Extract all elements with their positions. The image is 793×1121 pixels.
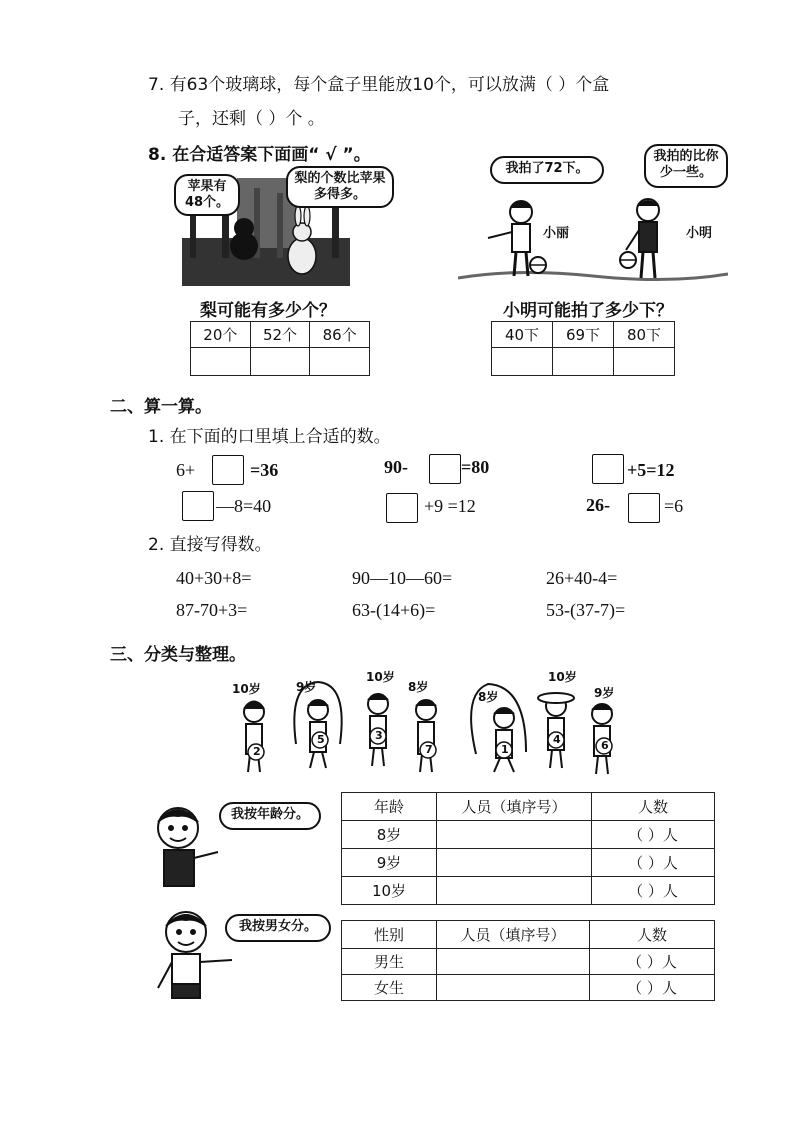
table-cell: 9岁 [342,849,437,877]
answer-box[interactable] [212,455,244,485]
age-label: 9岁 [594,686,615,700]
answer-box[interactable] [429,454,461,484]
answer-box[interactable] [386,493,418,523]
option-cell: 69下 [553,322,614,348]
left-question: 梨可能有多少个？ [200,301,336,321]
section2-sub1: 1. 在下面的口里填上合适的数。 [148,427,391,447]
q7-line1: 7. 有63个玻璃球，每个盒子里能放10个，可以放满（ ）个盒 [148,75,610,95]
table-header: 人员（填序号） [437,921,590,949]
fill-pre: 26- [586,495,610,515]
table-header: 人员（填序号） [437,793,592,821]
age-speech-bubble: 我按年龄分。 [219,802,321,830]
table-cell[interactable]: （ ）人 [590,975,715,1001]
fill-pre: 6+ [176,460,196,480]
option-cell: 40下 [492,322,553,348]
table-header: 人数 [590,921,715,949]
calc-expression: 40+30+8= [176,568,252,588]
section3-title: 三、分类与整理。 [110,645,246,665]
name-xiaoli: 小丽 [543,226,570,241]
age-label: 10岁 [366,670,395,684]
answer-cell[interactable] [492,348,553,376]
table-input-cell[interactable] [437,975,590,1001]
answer-cell[interactable] [250,348,310,376]
option-cell: 86个 [310,322,370,348]
xiaoming-speech-bubble: 我拍的比你少一些。 [644,144,728,188]
calc-expression: 63-(14+6)= [352,600,436,620]
age-label: 8岁 [478,690,499,704]
age-label: 8岁 [408,680,429,694]
table-input-cell[interactable] [437,849,592,877]
option-cell: 52个 [250,322,310,348]
table-cell: 10岁 [342,877,437,905]
right-question: 小明可能拍了多少下？ [503,301,673,321]
gender-speech-bubble: 我按男女分。 [225,914,331,942]
table-input-cell[interactable] [437,877,592,905]
fill-post: =80 [461,457,490,477]
gender-table [341,920,715,1001]
option-cell: 20个 [191,322,251,348]
child-number: 4 [553,733,561,746]
answer-box[interactable] [592,454,624,484]
table-cell[interactable]: （ ）人 [592,849,715,877]
xiaoli-speech-bubble: 我拍了72下。 [490,156,604,184]
fill-pre: 90- [384,457,408,477]
child-number: 1 [501,743,509,756]
age-table [341,792,715,905]
age-label: 10岁 [232,682,261,696]
table-cell[interactable]: （ ）人 [592,877,715,905]
fill-post: +5=12 [627,460,675,480]
table-cell: 女生 [342,975,437,1001]
child-number: 5 [317,733,325,746]
answer-box[interactable] [182,491,214,521]
option-cell: 80下 [614,322,675,348]
table-cell[interactable]: （ ）人 [590,949,715,975]
table-cell: 8岁 [342,821,437,849]
answer-cell[interactable] [553,348,614,376]
answer-cell[interactable] [310,348,370,376]
fill-post: —8=40 [216,496,272,516]
apple-speech-bubble: 苹果有48个。 [174,174,240,216]
q7-line2: 子，还剩（ ）个 。 [178,109,325,129]
pear-speech-bubble: 梨的个数比苹果多得多。 [286,166,394,208]
child-number: 6 [601,739,609,752]
answer-cell[interactable] [191,348,251,376]
child-number: 2 [253,745,261,758]
table-input-cell[interactable] [437,949,590,975]
section2-sub2: 2. 直接写得数。 [148,535,272,555]
table-cell[interactable]: （ ）人 [592,821,715,849]
calc-expression: 87-70+3= [176,600,248,620]
calc-expression: 53-(37-7)= [546,600,626,620]
calc-expression: 26+40-4= [546,568,618,588]
table-header: 性别 [342,921,437,949]
child-number: 3 [375,729,383,742]
table-input-cell[interactable] [437,821,592,849]
pear-options-table [190,321,370,376]
q8-title: 8. 在合适答案下面画“ √ ”。 [148,145,371,165]
age-label: 9岁 [296,680,317,694]
bounce-options-table [491,321,675,376]
table-header: 年龄 [342,793,437,821]
answer-box[interactable] [628,493,660,523]
answer-cell[interactable] [614,348,675,376]
table-cell: 男生 [342,949,437,975]
age-label: 10岁 [548,670,577,684]
fill-post: =6 [664,496,684,516]
fill-post: +9 =12 [424,496,476,516]
fill-post: =36 [250,460,279,480]
section2-title: 二、算一算。 [110,397,212,417]
child-number: 7 [425,743,433,756]
table-header: 人数 [592,793,715,821]
boy-gender-illustration [152,904,236,1010]
name-xiaoming: 小明 [686,226,713,241]
calc-expression: 90—10—60= [352,568,453,588]
